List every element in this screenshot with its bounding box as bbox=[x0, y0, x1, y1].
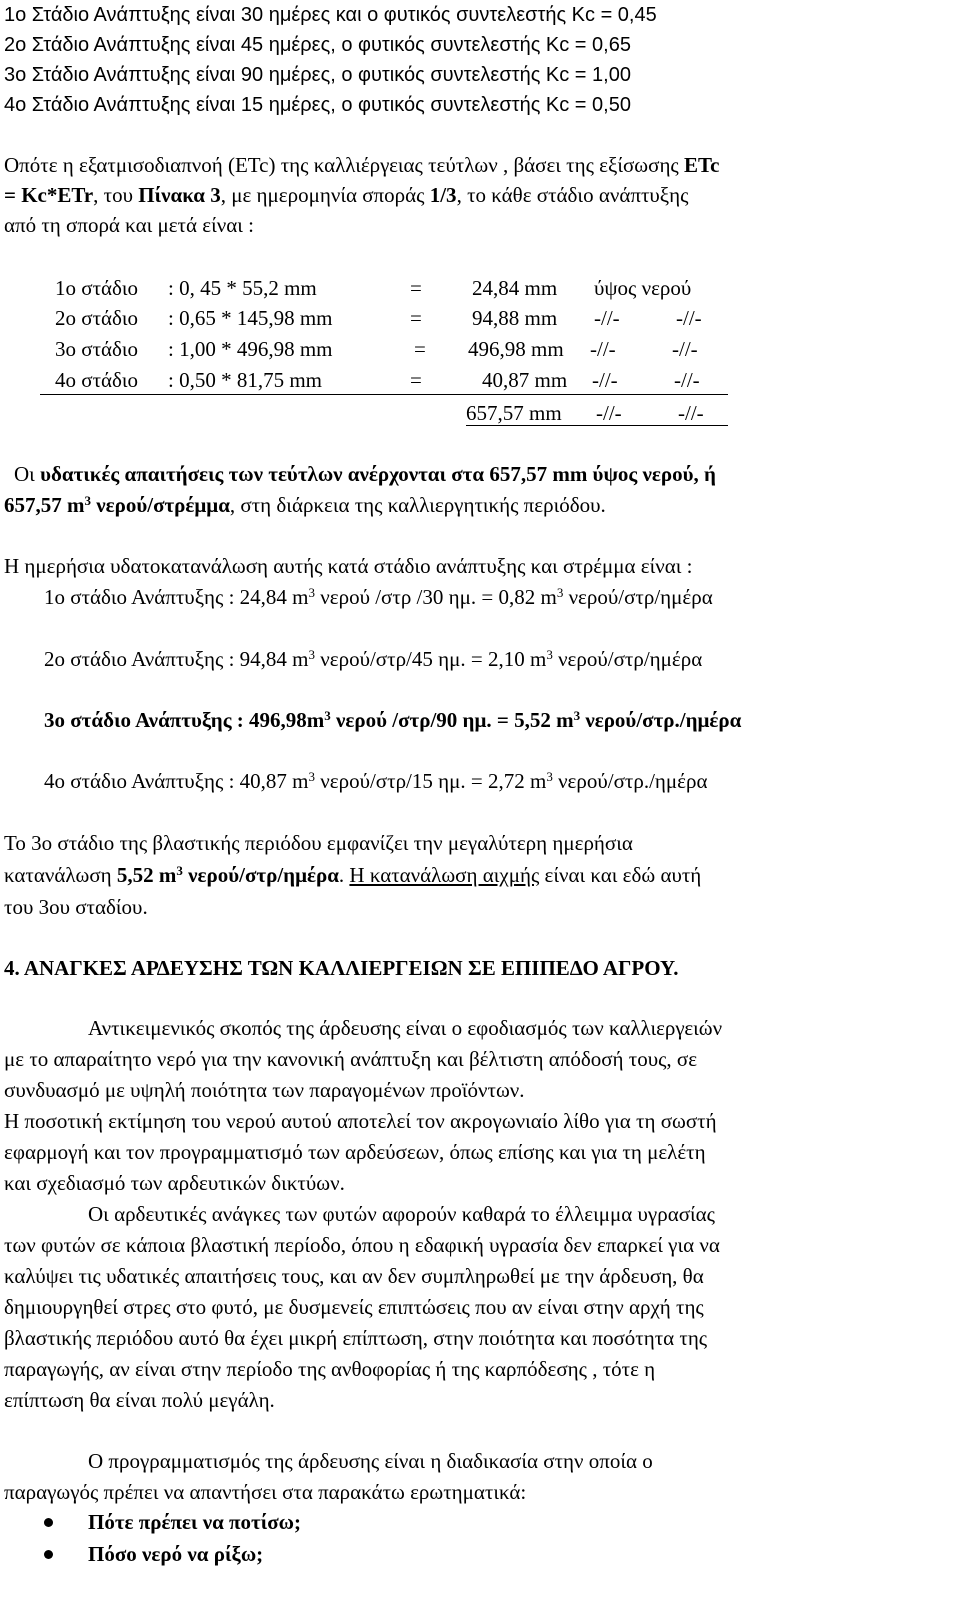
peak-highlight: νερού/στρ/ημέρα bbox=[182, 863, 339, 887]
calc-formula: : 1,00 * 496,98 mm bbox=[168, 337, 333, 361]
body-line: Η ποσοτική εκτίμηση του νερού αυτού αποτελεί τον ακρογωνιαίο λίθο για τη σωστή bbox=[4, 1109, 717, 1133]
programming-line-2: παραγωγός πρέπει να απαντήσει στα παρακάτω ερωτηματικά: bbox=[4, 1480, 527, 1504]
calc-stage: 4ο στάδιο bbox=[55, 368, 139, 392]
daily-text: 2ο στάδιο Ανάπτυξης : 94,84 m bbox=[44, 647, 309, 671]
superscript: 3 bbox=[308, 769, 316, 784]
daily-text: νερού/στρ/15 ημ. = 2,72 m bbox=[315, 769, 547, 793]
table-ref: Πίνακα 3 bbox=[138, 183, 221, 207]
calc-value: 496,98 mm bbox=[468, 337, 564, 361]
peak-text: . bbox=[338, 863, 350, 887]
stage-intro-line-4: 4ο Στάδιο Ανάπτυξης είναι 15 ημέρες, ο φυτικός συντελεστής Kc = 0,50 bbox=[4, 94, 631, 116]
et-paragraph-line-3: από τη σπορά και μετά είναι : bbox=[4, 213, 254, 237]
requirements-highlight: νερού/στρέμμα bbox=[91, 493, 230, 517]
equation: = Kc*ETr bbox=[4, 183, 94, 207]
daily-text: νερού/στρ/ημέρα bbox=[563, 585, 713, 609]
superscript: 3 bbox=[546, 647, 553, 662]
calc-value: 24,84 mm bbox=[472, 276, 558, 300]
body-line: Οι αρδευτικές ανάγκες των φυτών αφορούν καθαρά το έλλειμμα υγρασίας bbox=[88, 1202, 715, 1226]
daily-intro: Η ημερήσια υδατοκατανάλωση αυτής κατά στάδιο ανάπτυξης και στρέμμα είναι : bbox=[4, 554, 693, 578]
peak-highlight: 5,52 m bbox=[116, 863, 177, 887]
stage-intro-line-3: 3ο Στάδιο Ανάπτυξης είναι 90 ημέρες, ο φυτικός συντελεστής Kc = 1,00 bbox=[4, 64, 631, 86]
requirements-line-1 bbox=[14, 461, 716, 487]
calc-unit: -//- bbox=[678, 401, 704, 425]
requirements-text: Οι bbox=[14, 462, 41, 486]
daily-row bbox=[44, 584, 713, 610]
calc-unit: -//- bbox=[676, 306, 702, 330]
requirements-highlight: υδατικές απαιτήσεις των τεύτλων ανέρχονται στα 657,57 mm ύψος νερού, ή bbox=[40, 462, 716, 486]
body-line: παραγωγής, αν είναι στην περίοδο της ανθοφορίας ή της καρπόδεσης , τότε η bbox=[4, 1357, 656, 1381]
etc-symbol: ETc bbox=[684, 153, 720, 177]
daily-row bbox=[44, 768, 707, 794]
daily-text: 4ο στάδιο Ανάπτυξης : 40,87 m bbox=[44, 769, 309, 793]
et-paragraph-line-2 bbox=[4, 182, 688, 208]
calc-equals: = bbox=[410, 368, 422, 392]
body-line: συνδυασμό με υψηλή ποιότητα των παραγομένων προϊόντων. bbox=[4, 1078, 525, 1102]
et-text: , του bbox=[93, 183, 139, 207]
daily-text: νερού /στρ/90 ημ. = 5,52 m bbox=[330, 708, 574, 732]
body-line: βλαστικής περιόδου αυτό θα έχει μικρή επίπτωση, στην ποιότητα και ποσότητα της bbox=[4, 1326, 708, 1350]
body-line: και σχεδιασμό των αρδευτικών δικτύων. bbox=[4, 1171, 345, 1195]
superscript: 3 bbox=[556, 585, 564, 600]
daily-text: 3ο στάδιο Ανάπτυξης : 496,98m bbox=[44, 708, 325, 732]
daily-text: νερού/στρ./ημέρα bbox=[552, 769, 708, 793]
programming-line-1: Ο προγραμματισμός της άρδευσης είναι η διαδικασία στην οποία ο bbox=[88, 1449, 653, 1473]
superscript: 3 bbox=[84, 493, 91, 508]
calc-total-value: 657,57 mm bbox=[466, 401, 562, 425]
daily-row-peak bbox=[44, 707, 741, 733]
question-item: Πότε πρέπει να ποτίσω; bbox=[88, 1510, 302, 1534]
superscript: 3 bbox=[176, 863, 183, 878]
daily-text: νερού/στρ./ημέρα bbox=[580, 708, 742, 732]
et-text: Οπότε η εξατμισοδιαπνοή (ETc) της καλλιέργειας τεύτλων , βάσει της εξίσωσης bbox=[4, 153, 684, 177]
daily-text: νερού/στρ/ημέρα bbox=[552, 647, 703, 671]
calc-formula: : 0,50 * 81,75 mm bbox=[168, 368, 323, 392]
calc-unit: -//- bbox=[590, 337, 616, 361]
daily-text: νερού/στρ/45 ημ. = 2,10 m bbox=[315, 647, 547, 671]
peak-line-2 bbox=[4, 862, 701, 888]
et-paragraph-line-1 bbox=[4, 152, 719, 178]
body-line: εφαρμογή και τον προγραμματισμό των αρδεύσεων, όπως επίσης και για τη μελέτη bbox=[4, 1140, 706, 1164]
superscript: 3 bbox=[324, 708, 331, 723]
et-text: , το κάθε στάδιο ανάπτυξης bbox=[456, 183, 689, 207]
body-line: των φυτών σε κάποια βλαστική περίοδο, όπου η εδαφική υγρασία δεν επαρκεί για να bbox=[4, 1233, 720, 1257]
calc-unit: -//- bbox=[596, 401, 622, 425]
requirements-line-2 bbox=[4, 492, 606, 518]
calc-stage: 1ο στάδιο bbox=[55, 276, 139, 300]
requirements-highlight: 657,57 m bbox=[4, 493, 85, 517]
calc-stage: 3ο στάδιο bbox=[55, 337, 139, 361]
daily-row bbox=[44, 646, 702, 672]
total-rule bbox=[466, 425, 728, 426]
question-item: Πόσο νερό να ρίξω; bbox=[88, 1542, 264, 1566]
calc-unit: ύψος νερού bbox=[594, 276, 692, 300]
superscript: 3 bbox=[308, 647, 316, 662]
calc-equals: = bbox=[410, 306, 422, 330]
et-text: , με ημερομηνία σποράς bbox=[220, 183, 430, 207]
calc-value: 40,87 mm bbox=[482, 368, 568, 392]
calc-unit: -//- bbox=[592, 368, 618, 392]
sum-rule bbox=[40, 394, 728, 395]
body-line: με το απαραίτητο νερό για την κανονική ανάπτυξη και βέλτιστη απόδοσή τους, σε bbox=[4, 1047, 698, 1071]
calc-formula: : 0, 45 * 55,2 mm bbox=[168, 276, 317, 300]
section-heading: 4. ΑΝΑΓΚΕΣ ΑΡΔΕΥΣΗΣ ΤΩΝ ΚΑΛΛΙΕΡΓΕΙΩΝ ΣΕ ΕΠΙΠΕΔΟ ΑΓΡΟΥ. bbox=[4, 956, 679, 980]
peak-line-1: Το 3ο στάδιο της βλαστικής περιόδου εμφανίζει την μεγαλύτερη ημερήσια bbox=[4, 831, 633, 855]
calc-unit: -//- bbox=[594, 306, 620, 330]
bullet-icon bbox=[44, 1518, 53, 1527]
requirements-text: , στη διάρκεια της καλλιεργητικής περιόδου. bbox=[229, 493, 606, 517]
superscript: 3 bbox=[308, 585, 316, 600]
peak-line-3: του 3ου σταδίου. bbox=[4, 895, 148, 919]
peak-text: κατανάλωση bbox=[4, 863, 117, 887]
calc-unit: -//- bbox=[674, 368, 700, 392]
calc-value: 94,88 mm bbox=[472, 306, 558, 330]
stage-intro-line-1: 1ο Στάδιο Ανάπτυξης είναι 30 ημέρες και ο φυτικός συντελεστής Kc = 0,45 bbox=[4, 4, 657, 26]
superscript: 3 bbox=[573, 708, 581, 723]
calc-unit: -//- bbox=[672, 337, 698, 361]
body-line: επίπτωση θα είναι πολύ μεγάλη. bbox=[4, 1388, 275, 1412]
peak-text: είναι και εδώ αυτή bbox=[539, 863, 702, 887]
daily-text: 1ο στάδιο Ανάπτυξης : 24,84 m bbox=[44, 585, 309, 609]
calc-equals: = bbox=[414, 337, 426, 361]
superscript: 3 bbox=[546, 769, 553, 784]
calc-stage: 2ο στάδιο bbox=[55, 306, 139, 330]
body-line: δημιουργηθεί στρες στο φυτό, με δυσμενείς επιπτώσεις που αν είναι στην αρχή της bbox=[4, 1295, 704, 1319]
bullet-icon bbox=[44, 1550, 53, 1559]
stage-intro-line-2: 2ο Στάδιο Ανάπτυξης είναι 45 ημέρες, ο φυτικός συντελεστής Kc = 0,65 bbox=[4, 34, 631, 56]
body-line: Αντικειμενικός σκοπός της άρδευσης είναι ο εφοδιασμός των καλλιεργειών bbox=[88, 1016, 723, 1040]
calc-equals: = bbox=[410, 276, 422, 300]
sowing-date: 1/3 bbox=[429, 183, 457, 207]
body-line: καλύψει τις υδατικές απαιτήσεις τους, και αν δεν συμπληρωθεί με την άρδευση, θα bbox=[4, 1264, 704, 1288]
peak-underlined: Η κατανάλωση αιχμής bbox=[349, 863, 540, 887]
daily-text: νερού /στρ /30 ημ. = 0,82 m bbox=[315, 585, 557, 609]
calc-formula: : 0,65 * 145,98 mm bbox=[168, 306, 333, 330]
